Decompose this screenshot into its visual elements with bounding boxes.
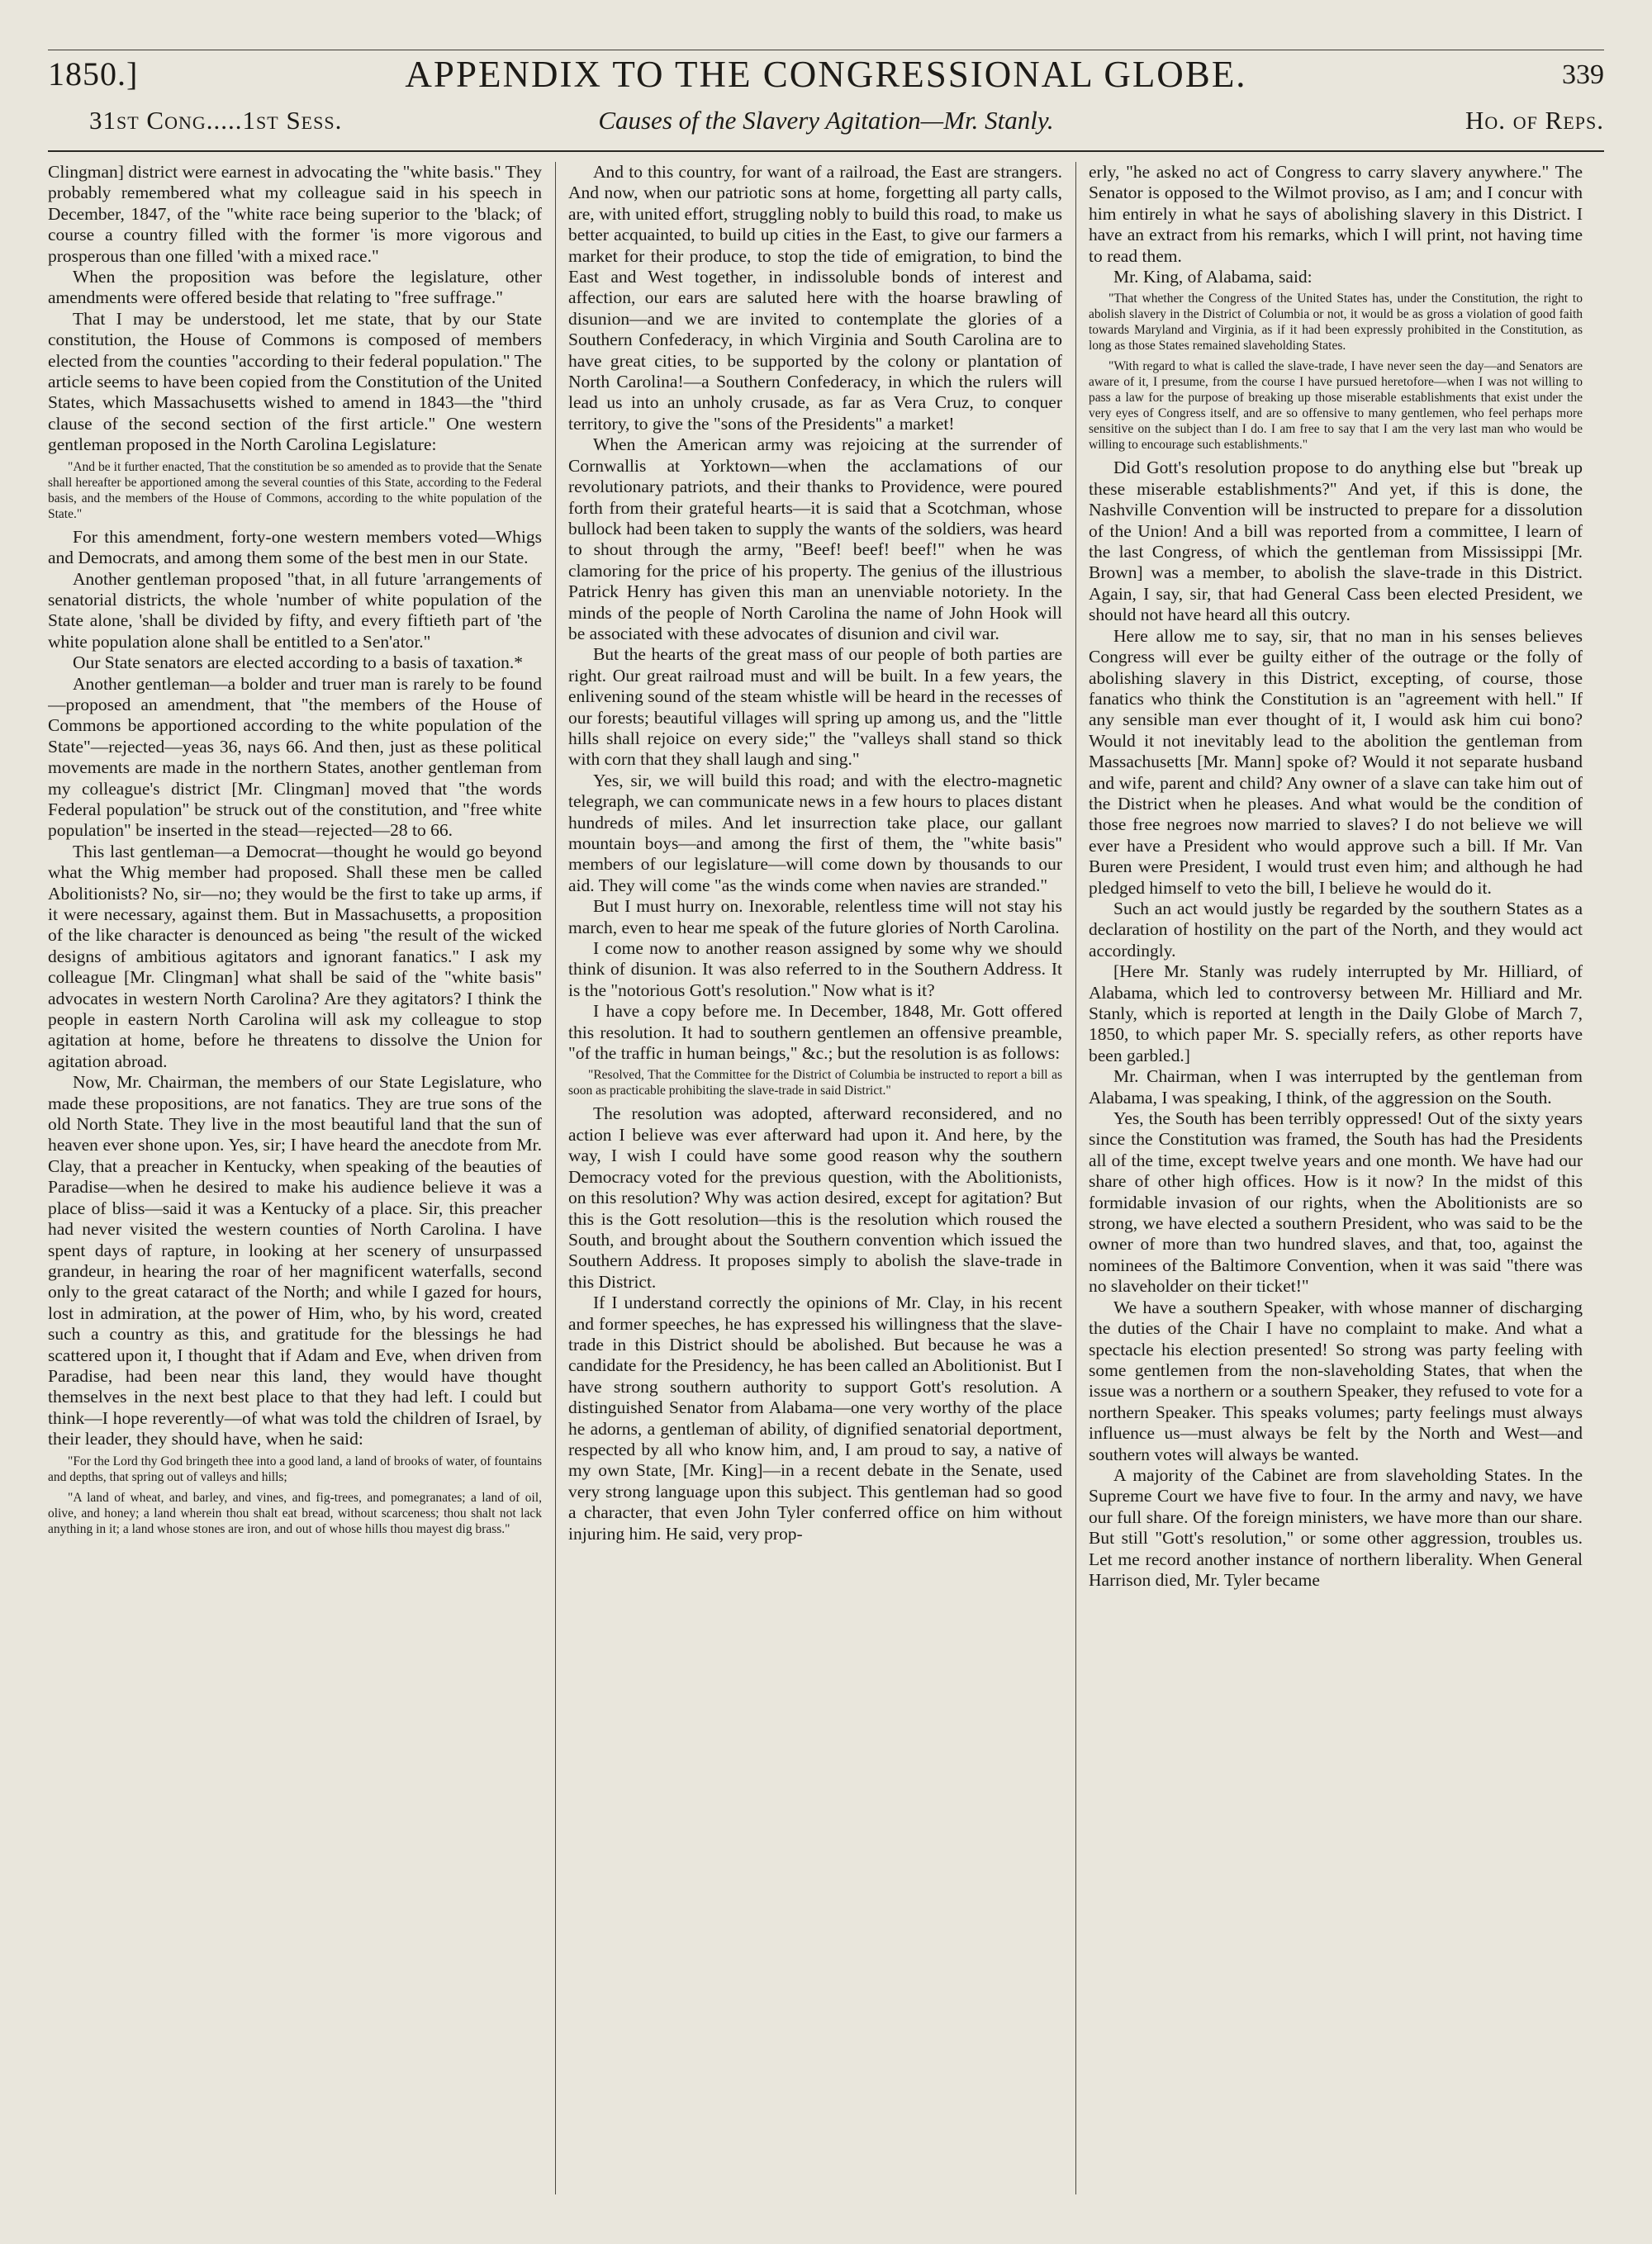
paragraph: Yes, the South has been terribly oppressed! Out of the sixty years since the Constitution was framed, the South has had the Presidents all of the time, except twelve years and one month. We have had our share of other high offices. How is it now? In the midst of this formidable invasion of our rights, when the Abolitionists are so strong, we have elected a southern President, who was said to be the owner of more than two hundred slaves, and that, too, against the nominees of the Baltimore Convention, when it was said "there was no slaveholder on their ticket!" [1089,1108,1583,1297]
column-3 [1089,162,1583,2211]
paragraph: Clingman] district were earnest in advocating the "white basis." They probably remembered what my colleague said in his speech in December, 1847, of the "white race being superior to the 'black; of course a country filled with the former 'is more vigorous and prosperous than one filled 'with a mixed race." [48,162,542,266]
block-quote: "With regard to what is called the slave-trade, I have never seen the day—and Senators are aware of it, I presume, from the course I have pursued heretofore—when I was not willing to pass a law for the purpose of breaking up those miserable establishments that exist under the very eyes of Congress itself, and are so offensive to many gentlemen, who feel perhaps more sensitive on the subject than I do. I am free to say that I am the very last man who would be willing to encourage such establishments." [1089,359,1583,453]
paragraph: But I must hurry on. Inexorable, relentless time will not stay his march, even to hear me speak of the future glories of North Carolina. [568,896,1062,937]
column-1 [48,162,542,2211]
column-2 [568,162,1062,2211]
paragraph: erly, "he asked no act of Congress to carry slavery anywhere." The Senator is opposed to the Wilmot proviso, as I am; and I concur with him entirely in what he says of abolishing slavery in this District. I have an extract from his remarks, which I will print, not having time to read them. [1089,162,1583,266]
paragraph: For this amendment, forty-one western members voted—Whigs and Democrats, and among them some of the best men in our State. [48,526,542,568]
block-quote: "Resolved, That the Committee for the District of Columbia be instructed to report a bill as soon as practicable prohibiting the slave-trade in said District." [568,1068,1062,1098]
paragraph: Another gentleman—a bolder and truer man is rarely to be found—proposed an amendment, that "the members of the House of Commons be apportioned according to the white population of the State"—rejected—yeas 36, nays 66. And then, just as these political movements are made in the northern States, another gentleman from my colleague's district [Mr. Clingman] moved that "the words Federal population" be struck out of the constitution, and "free white population" be inserted in the stead—rejected—28 to 66. [48,673,542,841]
paragraph: But the hearts of the great mass of our people of both parties are right. Our great railroad must and will be built. In a few years, the enlivening sound of the steam whistle will be heard in the recesses of our forests; beautiful villages will spring up among us, and the "little hills shall rejoice on every side;" the "valleys shall stand so thick with corn that they shall laugh and sing." [568,644,1062,770]
paragraph: Mr. Chairman, when I was interrupted by the gentleman from Alabama, I was speaking, I think, of the aggression on the South. [1089,1066,1583,1108]
paragraph: Such an act would justly be regarded by the southern States as a declaration of hostility on the part of the North, and they would act accordingly. [1089,898,1583,961]
running-head [48,106,1604,144]
block-quote: "For the Lord thy God bringeth thee into a good land, a land of brooks of water, of fountains and depths, that spring out of valleys and hills; [48,1454,542,1484]
house-label: Ho. of Reps. [1465,106,1604,135]
paragraph: Here allow me to say, sir, that no man in his senses believes Congress will ever be guilty either of the outrage or the folly of abolishing slavery in this District, excepting, of course, those fanatics who think the Constitution is an "agreement with hell." If any sensible man ever thought of it, I would ask him cui bono? Would it not inevitably lead to the abolition the gentleman from Massachusetts [Mr. Mann] spoke of? Would it not separate husband and wife, parent and child? Any owner of a slave can take him out of the District when he pleases. And what would be the condition of those free negroes now married to slaves? I do not believe we will ever have a President who would approve such a bill. If Mr. Van Buren were President, I would trust even him; and although he had pledged himself to veto the bill, I believe he would do it. [1089,625,1583,898]
publication-title: APPENDIX TO THE CONGRESSIONAL GLOBE. [405,54,1247,95]
paragraph: I come now to another reason assigned by some why we should think of disunion. It was also referred to in the Southern Address. It is the "notorious Gott's resolution." Now what is it? [568,938,1062,1000]
paragraph: Did Gott's resolution propose to do anything else but "break up these miserable establishments?" And yet, if this is done, the Nashville Convention will be instructed to prepare for a dissolution of the Union! And a bill was reported from a committee, I learn of the last Congress, of which the gentleman from Mississippi [Mr. Brown] was a member, to abolish the slave-trade in this District. Again, I say, sir, that had General Cass been elected President, we should not have heard all this outcry. [1089,458,1583,625]
paragraph: I have a copy before me. In December, 1848, Mr. Gott offered this resolution. It had to southern gentlemen an offensive preamble, "of the traffic in human beings," &c.; but the resolution is as follows: [568,1001,1062,1064]
paragraph: If I understand correctly the opinions of Mr. Clay, in his recent and former speeches, he has expressed his willingness that the slave-trade in this District should be abolished. But because he was a candidate for the Presidency, he has been called an Abolitionist. But I have strong southern authority to support Gott's resolution. A distinguished Senator from Alabama—one very worthy of the place he adorns, a gentleman of ability, of dignified senatorial deportment, respected by all who know him, and, I am proud to say, a native of my own State, [Mr. King]—in a recent debate in the Senate, used very strong language upon this subject. This gentleman had so good a character, that even John Tyler conferred office on him without injuring him. He said, very prop- [568,1293,1062,1544]
paragraph: A majority of the Cabinet are from slaveholding States. In the Supreme Court we have five to four. In the army and navy, we have our full share. Of the foreign ministers, we have more than our share. But still "Gott's resolution," or some other aggression, troubles us. Let me record another instance of northern liberality. When General Harrison died, Mr. Tyler became [1089,1464,1583,1590]
column-divider [1075,162,1076,2194]
issue-year: 1850.] [48,55,139,93]
paragraph: Another gentleman proposed "that, in all future 'arrangements of senatorial districts, the whole 'number of white population of the State alone, 'shall be divided by fifty, and every fiftieth part of 'the white population alone shall be entitled to a Sen'ator." [48,568,542,652]
article-topic: Causes of the Slavery Agitation—Mr. Stanly. [598,106,1054,135]
paragraph: When the proposition was before the legislature, other amendments were offered beside that relating to "free suffrage." [48,267,542,308]
paragraph: Mr. King, of Alabama, said: [1113,267,1313,287]
paragraph: Yes, sir, we will build this road; and with the electro-magnetic telegraph, we can communicate news in a few hours to places distant hundreds of miles. And let insurrection take place, our gallant mountain boys—and among the first of them, the "white basis" members of our legislature—will come down by thousands to our aid. They will come "as the winds come when navies are stranded." [568,770,1062,895]
column-divider [555,162,556,2194]
masthead [48,51,1604,102]
block-quote: "That whether the Congress of the United States has, under the Constitution, the right to abolish slavery in the District of Columbia or not, it would be as gross a violation of good faith towards Maryland and Virginia, as if it had been expressly prohibited in the Constitution, as long as those States remained slaveholding States. [1089,292,1583,353]
paragraph: This last gentleman—a Democrat—thought he would go beyond what the Whig member had proposed. Shall these men be called Abolitionists? No, sir—no; they would be the first to take up arms, if it were necessary, against them. But in Massachusetts, a proposition of the like character is denounced as being "the result of the wicked designs of ambitious agitators and ignorant fanatics." I ask my colleague [Mr. Clingman] what shall be said of the "white basis" advocates in western North Carolina? Are they agitators? I think the people in eastern North Carolina will ask my colleague to stop agitation at home, before he threatens to dissolve the Union for agitation abroad. [48,841,542,1071]
paragraph: Now, Mr. Chairman, the members of our State Legislature, who made these propositions, are not fanatics. They are true sons of the old North State. They live in the most beautiful land that the sun of heaven ever shone upon. Yes, sir; I have heard the anecdote from Mr. Clay, that a preacher in Kentucky, when speaking of the beauties of Paradise—when he desired to make his audience believe it was a place of bliss—said it was a Kentucky of a place. Sir, this preacher had never visited the western counties of North Carolina. I have spent days of rapture, in looking at her scenery of unsurpassed grandeur, in hearing the roar of her magnificent waterfalls, second only to the great cataract of the North; and while I gazed for hours, lost in admiration, at the power of Him, who, by his word, created such a country as this, and gratitude for the blessings he had scattered upon it, I thought that if Adam and Eve, when driven from Paradise, had been near this land, they would have thought themselves in the next best place to that they had left. I could but think—I hope reverently—of what was told the children of Israel, by their leader, they should have, when he said: [48,1072,542,1449]
block-quote: "A land of wheat, and barley, and vines, and fig-trees, and pomegranates; a land of oil, olive, and honey; a land wherein thou shalt eat bread, without scarceness; thou shalt not lack anything in it; a land whose stones are iron, and out of whose hills thou mayest dig brass." [48,1490,542,1536]
paragraph: Our State senators are elected according to a basis of taxation.* [73,652,524,673]
paragraph: And to this country, for want of a railroad, the East are strangers. And now, when our patriotic sons at home, forgetting all party calls, are, with united effort, struggling nobly to build this road, to make us better acquainted, to build up cities in the East, to give our farmers a market for their produce, to stop the tide of emigration, to bind the East and West together, in indissoluble bonds of interest and affection, our ears are saluted here with the hoarse brawling of disunion—and we are invited to contemplate the glories of a Southern Confederacy, in which Virginia and South Carolina are to have great cities, to be supported by the colony or plantation of North Carolina!—a Southern Confederacy, in which the rulers will lead us into an unholy crusade, as far as Vera Cruz, to conquer territory, to give the "sons of the Presidents" a market! [568,162,1062,434]
paragraph: That I may be understood, let me state, that by our State constitution, the House of Commons is composed of members elected from the counties "according to their federal population." The article seems to have been copied from the Constitution of the United States, which Massachusetts wished to amend in 1843—the "third clause of the second section of the first article." One western gentleman proposed in the North Carolina Legislature: [48,308,542,455]
congress-session: 31st Cong.....1st Sess. [89,106,343,135]
block-quote: "And be it further enacted, That the constitution be so amended as to provide that the Senate shall hereafter be apportioned among the several counties of this State, according to the Federal basis, and the members of the House of Commons, according to the white population of the State." [48,459,542,521]
paragraph: [Here Mr. Stanly was rudely interrupted by Mr. Hilliard, of Alabama, which led to controversy between Mr. Hilliard and Mr. Stanly, which is reported at length in the Daily Globe of March 7, 1850, to which paper Mr. S. specially refers, as other reports have been garbled.] [1089,961,1583,1065]
text-columns [48,162,1604,2211]
header-rule [48,150,1604,152]
page-number: 339 [1562,59,1604,90]
paragraph: We have a southern Speaker, with whose manner of discharging the duties of the Chair I have no complaint to make. And what a spectacle his election presented! So strong was party feeling with some gentlemen from the non-slaveholding States, that when the issue was a northern or a southern Speaker, they refused to vote for a northern Speaker. This speaks volumes; party feelings must always influence us—must always be felt by the North and West—and southern votes will always be wanted. [1089,1297,1583,1464]
paragraph: When the American army was rejoicing at the surrender of Cornwallis at Yorktown—when the acclamations of our revolutionary patriots, and their thanks to Providence, were poured forth from their grateful hearts—it is said that a Scotchman, whose bullock had been taken to supply the wants of the soldiers, was heard to shout through the army, "Beef! beef! beef!" when he was clamoring for the price of his property. The genius of the illustrious Patrick Henry has given this man an unenviable notoriety. In the minds of the people of North Carolina the name of John Hook will be associated with these advocates of disunion and civil war. [568,434,1062,643]
paragraph: The resolution was adopted, afterward reconsidered, and no action I believe was ever afterward had upon it. And here, by the way, I wish I could have some good reason why the southern Democracy voted for the previous question, with the Abolitionists, on this resolution? Why was action desired, except for agitation? But this is the Gott resolution—this is the resolution which roused the South, and brought about the Southern convention which issued the Southern Address. It proposes simply to abolish the slave-trade in this District. [568,1103,1062,1292]
